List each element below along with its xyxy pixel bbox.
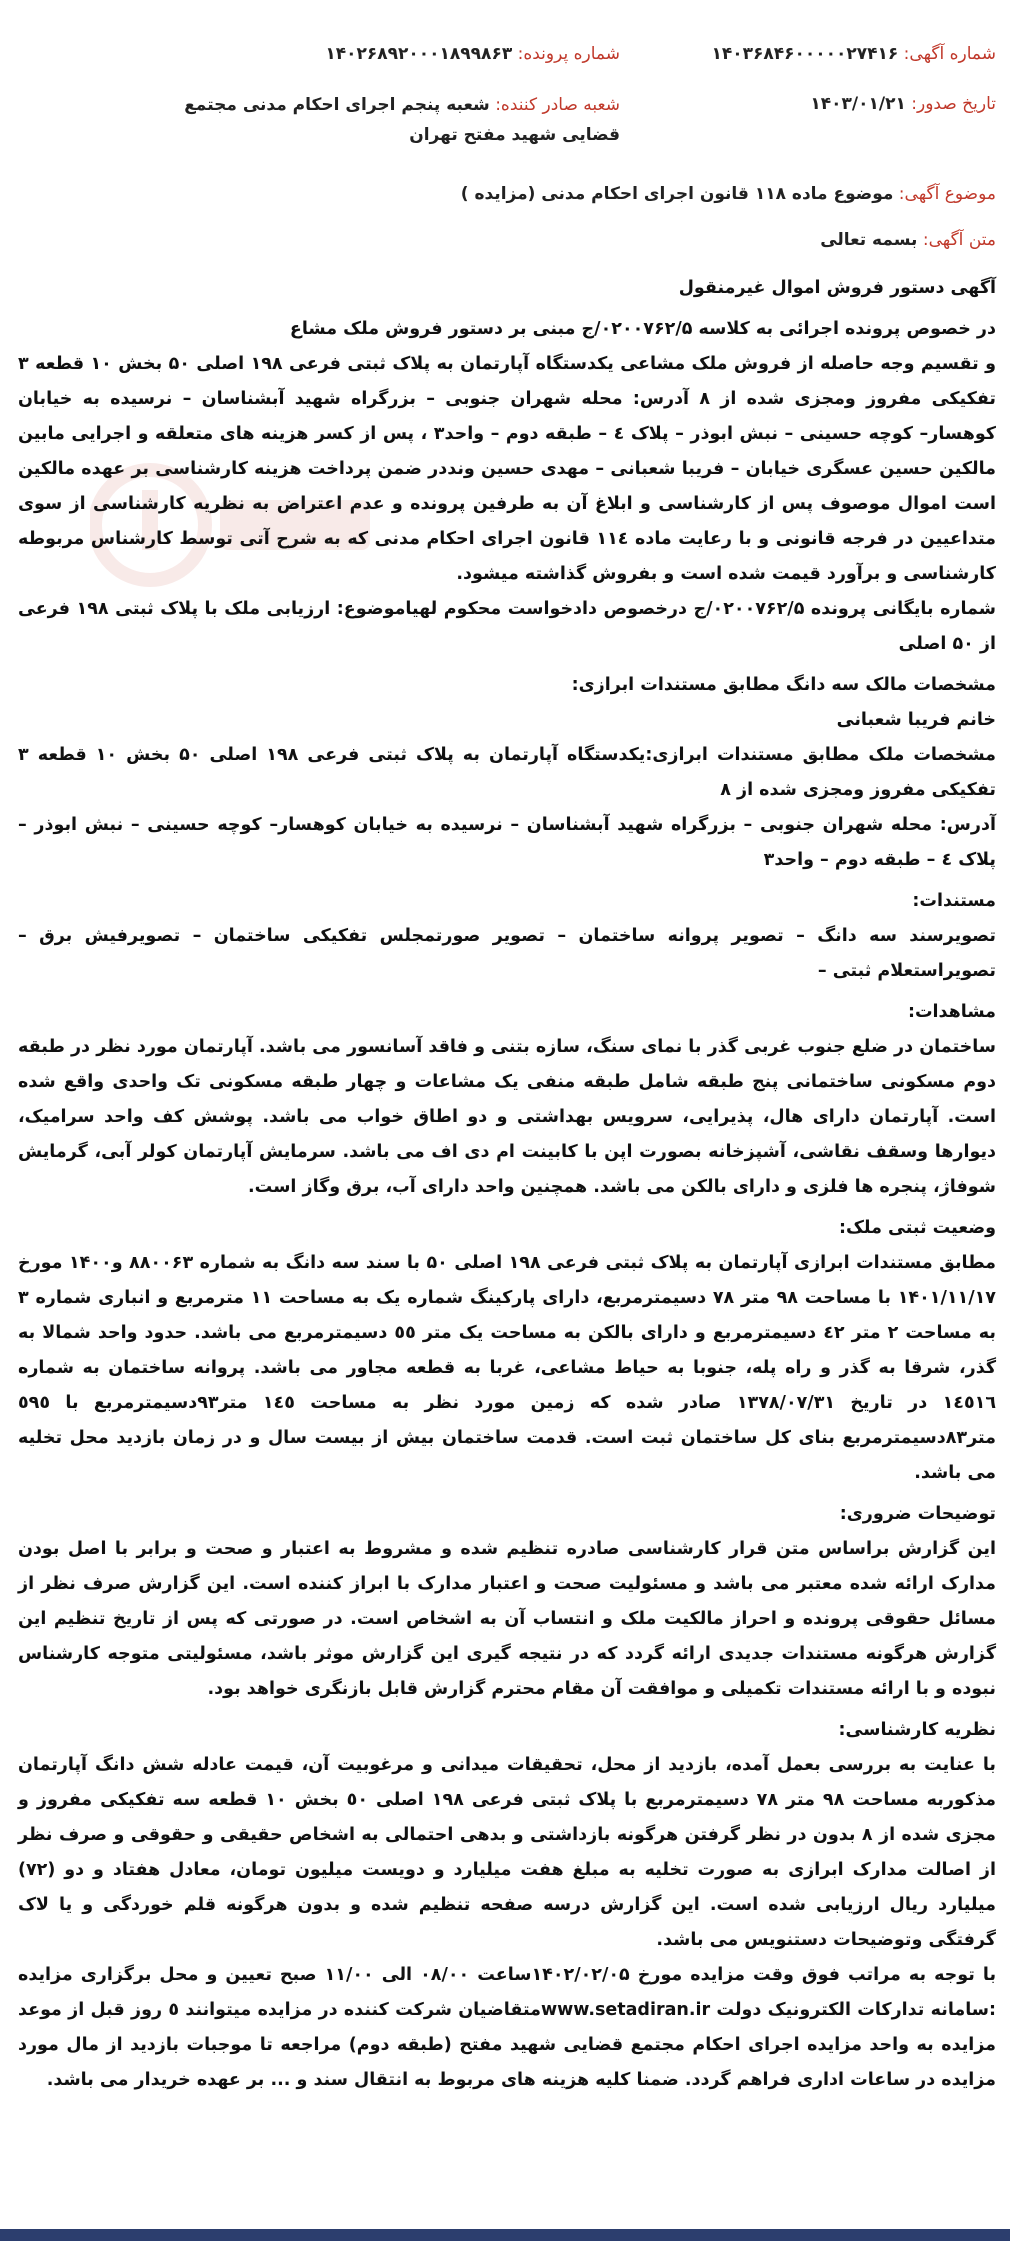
notice-body — [18, 265, 996, 2098]
body-paragraph: خانم فریبا شعبانی — [836, 710, 996, 730]
section-heading: مستندات: — [912, 891, 996, 911]
section-heading: در خصوص پرونده اجرائی به کلاسه ۰۲۰۰۷۶۲/۵/ج مبنی بر دستور فروش ملک مشاع — [289, 319, 996, 339]
body-paragraph: با عنایت به بررسی بعمل آمده، بازدید از محل، تحقیقات میدانی و مرغوبیت آن، قیمت عادله شش دانگ آپارتمان مذکوربه مساحت ۹۸ متر ۷۸ دسیمترمربع با پلاک ثبتی فرعی ۱۹۸ اصلی ٥٠ بخش ۱۰ قطعه سه تفکیکی مفروز و مجزی شده از ۸ بدون در نظر گرفتن هرگونه بازداشتی و بدهی احتمالی به اشخاص حقیقی و حقوقی و صرف نظر از اصالت مدارک ابرازی به صورت تخلیه به مبلغ هفت میلیارد و دویست میلیون تومان، معادل هفتاد و دو (۷۲) میلیارد ریال ارزیابی شده است. این گزارش درسه صفحه تنظیم شده و بدون هرگونه قلم خوردگی و یا لاک گرفتگی وتوضیحات دستنویس می باشد. — [18, 1755, 997, 1950]
body-paragraph: با توجه به مراتب فوق وقت مزایده مورخ ۱۴۰۲/۰۲/۰۵ساعت ۰۸/۰۰ الی ۱۱/۰۰ صبح تعیین و محل برگزاری مزایده :سامانه تدارکات الکترونیک دولت www.setadiran.irمتقاضیان شرکت کننده در مزایده میتوانند ٥ روز قبل از موعد مزایده به واحد مزایده اجرای احکام مجتمع قضایی شهید مفتح (طبقه دوم) مراجعه تا موجبات بازدید از مال مورد مزایده در ساعات اداری فراهم گردد. ضمنا کلیه هزینه های مربوط به انتقال سند و ... بر عهده خریدار می باشد. — [18, 1965, 997, 2090]
section-heading: آگهی دستور فروش اموال غیرمنقول — [678, 278, 996, 298]
subject-value: موضوع ماده ۱۱۸ قانون اجرای احکام مدنی (مزایده ) — [460, 184, 894, 204]
issue-date-value: ۱۴۰۳/۰۱/۲۱ — [810, 94, 906, 114]
branch-label: شعبه صادر کننده: — [495, 95, 620, 115]
case-number-value: ۱۴۰۲۶۸۹۲۰۰۰۱۸۹۹۸۶۳ — [325, 44, 513, 64]
case-number-label: شماره پرونده: — [517, 44, 620, 64]
ad-number-value: ۱۴۰۳۶۸۴۶۰۰۰۰۰۲۷۴۱۶ — [711, 44, 899, 64]
ad-number-label: شماره آگهی: — [903, 44, 996, 64]
section-heading: وضعیت ثبتی ملک: — [839, 1218, 996, 1238]
issue-date-row — [810, 90, 996, 118]
body-label: متن آگهی: — [922, 230, 996, 250]
section-heading: مشاهدات: — [907, 1002, 996, 1022]
body-paragraph: ساختمان در ضلع جنوب غربی گذر با نمای سنگ، سازه بتنی و فاقد آسانسور می باشد. آپارتمان مورد نظر در طبقه دوم مسکونی ساختمانی پنج طبقه شامل طبقه منفی یک مشاعات و چهار طبقه مسکونی تک واحدی واقع شده است. آپارتمان دارای هال، پذیرایی، سرویس بهداشتی و دو اطاق خواب می باشد. پوشش کف واحد سرامیک، دیوارها وسقف نقاشی، آشپزخانه بصورت اپن با کابینت ام دی اف می باشد. سرمایش آپارتمان کولر آبی، گرمایش شوفاژ، پنجره ها فلزی و دارای بالکن می باشد. همچنین واحد دارای آب، برق وگاز است. — [18, 1037, 996, 1197]
body-paragraph: و تقسیم وجه حاصله از فروش ملک مشاعی یکدستگاه آپارتمان به پلاک ثبتی فرعی ۱۹۸ اصلی ۵۰ بخش ۱۰ قطعه ۳ تفکیکی مفروز ومجزی شده از ۸ آدرس: محله شهران جنوبی – بزرگراه شهید آبشناسان – نرسیده به خیابان کوهسار– کوچه حسینی – نبش ابوذر – پلاک ٤ – طبقه دوم – واحد۳ ، پس از کسر هزینه های متعلقه و اجرایی مابین مالکین حسین عسگری خیابان – فریبا شعبانی – مهدی حسین ونددر ضمن پرداخت هزینه کارشناسی بر عهده مالکین است اموال موصوف پس از کارشناسی و ابلاغ آن به طرفین پرونده و عدم اعتراض به نظریه کارشناسی از سوی متداعیین در فرجه قانونی و با رعایت ماده ١١٤ قانون اجرای احکام مدنی که به شرح آتی توسط کارشناس مربوطه کارشناسی و برآورد قیمت شده است و بفروش گذاشته میشود. — [18, 354, 996, 584]
ad-number-row — [711, 40, 996, 68]
body-paragraph: این گزارش براساس متن قرار کارشناسی صادره تنظیم شده و مشروط به اعتبار و صحت و برابر با اصل بودن مدارک ارائه شده معتبر می باشد و مسئولیت صحت و اعتبار مدارک با ابراز کننده است. این گزارش صرف نظر از مسائل حقوقی پرونده و احراز مالکیت ملک و انتساب آن به اشخاص است. در صورتی که پس از تاریخ تنظیم این گزارش هرگونه مستندات جدیدی ارائه گردد که در نتیجه گیری این گزارش موثر باشد، مسئولیتی متوجه کارشناس نبوده و با ارائه مستندات تکمیلی و موافقت آن مقام محترم گزارش قابل بازنگری خواهد بود. — [18, 1539, 996, 1699]
subject-row — [461, 180, 996, 208]
body-paragraph: تصویرسند سه دانگ – تصویر پروانه ساختمان – تصویر صورتمجلس تفکیکی ساختمان – تصویرفیش برق – تصویراستعلام ثبتی – — [18, 926, 996, 981]
body-paragraph: شماره بایگانی پرونده ۰۲۰۰۷۶۲/۵/ج درخصوص دادخواست محکوم لهیاموضوع: ارزیابی ملک با پلاک ثبتی ۱۹۸ فرعی از ۵۰ اصلی — [18, 599, 996, 654]
body-paragraph: مشخصات ملک مطابق مستندات ابرازی:یکدستگاه آپارتمان به پلاک ثبتی فرعی ۱۹۸ اصلی ۵۰ بخش ۱۰ قطعه ۳ تفکیکی مفروز ومجزی شده از ۸ — [18, 745, 996, 800]
section-heading: توضیحات ضروری: — [839, 1504, 996, 1524]
branch-row — [150, 90, 620, 150]
case-number-row — [325, 40, 620, 68]
section-heading: نظریه کارشناسی: — [838, 1720, 996, 1740]
body-value: بسمه تعالی — [820, 230, 918, 250]
body-row — [820, 226, 996, 254]
section-heading: مشخصات مالک سه دانگ مطابق مستندات ابرازی: — [571, 675, 996, 695]
body-paragraph: مطابق مستندات ابرازی آپارتمان به پلاک ثبتی فرعی ۱۹۸ اصلی ۵۰ با سند سه دانگ به شماره ۸۸۰۰۶۳ و۱۴۰۰ مورخ ۱۴۰۱/۱۱/۱۷ با مساحت ۹۸ متر ۷۸ دسیمترمربع، دارای پارکینگ شماره یک به مساحت ۱۱ مترمربع و انباری شماره ۳ به مساحت ۲ متر ٤٢ دسیمترمربع و دارای بالکن به مساحت یک متر ٥٥ دسیمترمربع می باشد. حدود واحد شمالا به گذر، شرقا به گذر و راه پله، جنوبا به حیاط مشاعی، غربا به قطعه مجاور می باشد. پروانه ساختمان به شماره ١٤٥١٦ در تاریخ ۱۳۷۸/۰۷/۳۱ صادر شده که زمین مورد نظر به مساحت ١٤٥ متر۹۳دسیمترمربع با ٥٩٥ متر۸۳دسیمترمربع بنای کل ساختمان ثبت است. قدمت ساختمان بیش از بیست سال و در زمان بازدید محل تخلیه می باشد. — [18, 1253, 997, 1483]
branch-value: شعبه پنجم اجرای احکام مدنی مجتمع قضایی شهید مفتح تهران — [184, 95, 620, 145]
issue-date-label: تاریخ صدور: — [911, 94, 996, 114]
bottom-bar — [0, 2229, 1010, 2241]
subject-label: موضوع آگهی: — [898, 184, 996, 204]
body-paragraph: آدرس: محله شهران جنوبی – بزرگراه شهید آبشناسان – نرسیده به خیابان کوهسار– کوچه حسینی – نبش ابوذر – پلاک ٤ – طبقه دوم – واحد۳ — [18, 815, 996, 870]
